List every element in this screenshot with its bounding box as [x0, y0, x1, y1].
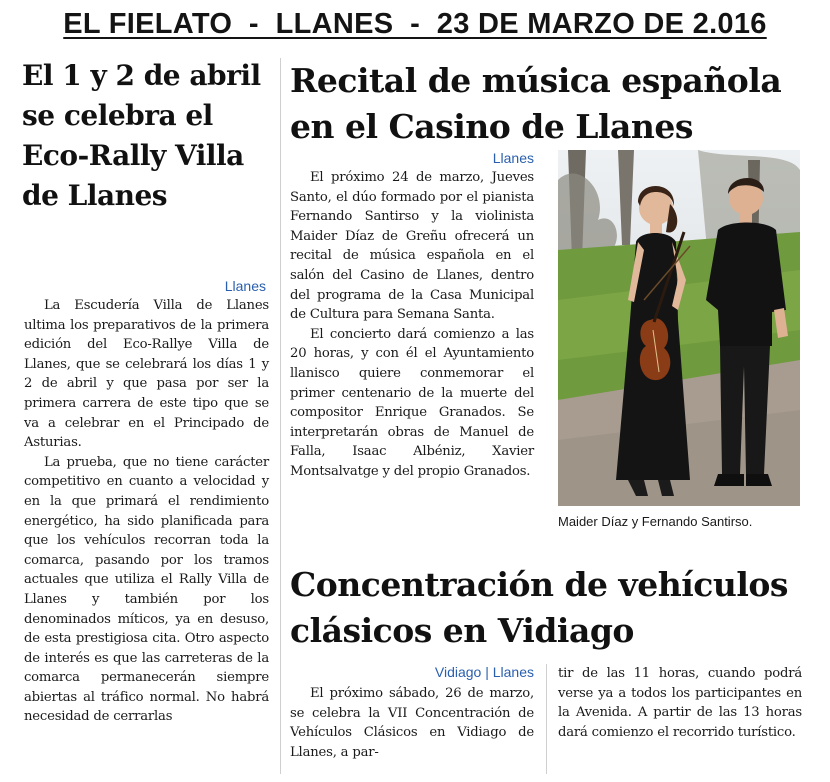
- vehicles-body-col2: [558, 664, 802, 742]
- vehicles-body-col1: [290, 684, 534, 762]
- column-divider-bottom: [546, 664, 547, 774]
- recital-headline: Recital de música española en el Casino de Llanes: [290, 61, 782, 146]
- vehicles-location: Vidiago | Llanes: [434, 664, 534, 680]
- column-divider-left: [280, 58, 281, 774]
- recital-body: [290, 168, 534, 482]
- masthead: [0, 8, 830, 48]
- recital-location: Llanes: [492, 150, 534, 166]
- eco-rally-location: Llanes: [224, 278, 266, 294]
- eco-rally-paragraph-1: La Escudería Villa de Llanes ultima los preparativos de la primera edición del Eco-Rallye Villa de Llanes, que se celebrará los días 1 y 2 de abril y que pasa por ser la primera carrera de este tipo que se va a celebrar en el Principado de Asturias.: [24, 298, 269, 451]
- eco-rally-body: [24, 296, 269, 727]
- masthead-title: EL FIELATO - LLANES - 23 DE MARZO DE 2.016: [63, 8, 767, 40]
- vehicles-headline: Concentración de vehículos clásicos en Vidiago: [290, 565, 788, 650]
- vehicles-paragraph-col2: tir de las 11 horas, cuando podrá verse ya a todos los participantes en la Avenida. A partir de las 13 horas dará comienzo el recorrido turístico.: [558, 666, 802, 740]
- eco-rally-paragraph-2: La prueba, que no tiene carácter competitivo en cuanto a velocidad y en la que primará el rendimiento energético, ha sido planificada para que los vehículos recorran toda la comarca, pasando por los tramos actuales que utiliza el Rally Villa de Llanes y también por los denominados míticos, ya en desuso, de esta prestigiosa cita. Otro aspecto de interés es que las carreteras de la comarca permanecerán siempre abiertas al tráfico normal. No habrá necesidad de cerrarlas: [24, 454, 269, 725]
- musicians-photo-illustration: [558, 150, 800, 506]
- recital-paragraph-1: El próximo 24 de marzo, Jueves Santo, el dúo formado por el pianista Fernando Santirso y la violinista Maider Díaz de Greñu ofrecerá un recital de música española en el salón del Casino de Llanes, dentro del programa de la Casa Municipal de Cultura para Semana Santa.: [290, 170, 534, 323]
- photo-caption: Maider Díaz y Fernando Santirso.: [558, 514, 753, 529]
- musicians-photo: [558, 150, 800, 506]
- eco-rally-headline: El 1 y 2 de abril se celebra el Eco-Rally Villa de Llanes: [22, 59, 261, 212]
- recital-paragraph-2: El concierto dará comienzo a las 20 horas, y con él el Ayuntamiento llanisco quiere conmemorar el primer centenario de la muerte del compositor Enrique Granados. Se interpretarán obras de Manuel de Falla, Isaac Albéniz, Xavier Montsalvatge y del propio Granados.: [290, 326, 534, 479]
- vehicles-paragraph-col1: El próximo sábado, 26 de marzo, se celebra la VII Concentración de Vehículos Clásicos en Vidiago de Llanes, a par-: [290, 686, 534, 760]
